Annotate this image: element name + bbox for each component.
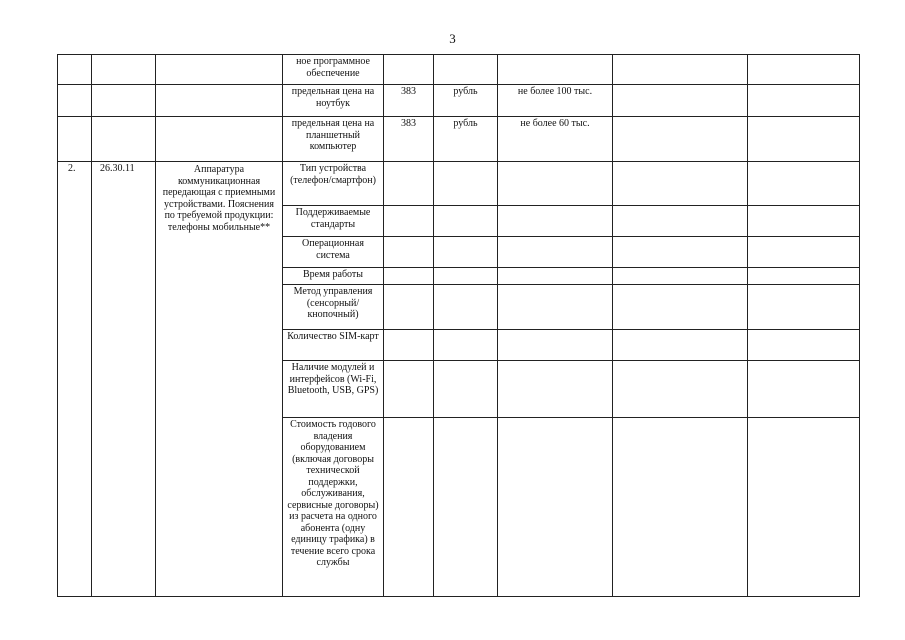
table-row [58,162,860,206]
cell-characteristic: Тип устройства (телефон/смартфон) [283,162,384,206]
cell-extra [748,330,860,361]
cell-unit-name [434,55,498,85]
cell-extra [748,162,860,206]
cell-number [58,55,92,85]
cell-extra [748,85,860,117]
cell-okpd: 26.30.11 [92,162,156,597]
cell-unit-code: 383 [384,85,434,117]
cell-value [498,237,613,268]
table-row [58,85,860,117]
cell-unit-name [434,268,498,285]
cell-unit-name: рубль [434,117,498,162]
cell-okpd [92,85,156,117]
table-row [58,117,860,162]
cell-unit-name [434,206,498,237]
cell-extra [613,285,748,330]
cell-name [156,85,283,117]
cell-unit-code: 383 [384,117,434,162]
cell-number: 2. [58,162,92,597]
cell-value [498,285,613,330]
cell-unit-name [434,162,498,206]
cell-unit-name [434,330,498,361]
cell-extra [748,418,860,597]
cell-unit-name [434,285,498,330]
cell-unit-code [384,55,434,85]
cell-extra [613,206,748,237]
cell-unit-code [384,361,434,418]
cell-extra [748,117,860,162]
cell-extra [613,55,748,85]
cell-unit-name [434,237,498,268]
cell-unit-code [384,418,434,597]
cell-unit-name [434,361,498,418]
cell-extra [613,361,748,418]
cell-extra [748,237,860,268]
cell-value [498,268,613,285]
cell-value [498,330,613,361]
page-number: 3 [449,31,456,46]
cell-unit-code [384,268,434,285]
cell-value [498,55,613,85]
cell-characteristic: Операционная система [283,237,384,268]
cell-okpd [92,55,156,85]
cell-value: не более 100 тыс. [498,85,613,117]
cell-unit-code [384,285,434,330]
cell-name [156,55,283,85]
table-row [58,55,860,85]
cell-unit-code [384,237,434,268]
cell-number [58,117,92,162]
cell-unit-name [434,418,498,597]
cell-extra [613,117,748,162]
cell-unit-name: рубль [434,85,498,117]
cell-characteristic: Стоимость годового владения оборудованием (включая договоры технической поддержки, обслуживания, сервисные договоры) из расчета на одного абонента (одну единицу трафика) в течение всего срока службы [283,418,384,597]
cell-characteristic: ное программное обеспечение [283,55,384,85]
cell-value [498,162,613,206]
cell-unit-code [384,330,434,361]
cell-extra [613,418,748,597]
cell-characteristic: Поддерживаемые стандарты [283,206,384,237]
cell-characteristic: Время работы [283,268,384,285]
cell-okpd [92,117,156,162]
cell-name: Аппаратура коммуникационная передающая с приемными устройствами. Пояснения по требуемой продукции: телефоны мобильные** [156,162,283,597]
cell-characteristic: Наличие модулей и интерфейсов (Wi-Fi, Bluetooth, USB, GPS) [283,361,384,418]
cell-extra [613,330,748,361]
cell-extra [748,268,860,285]
cell-extra [748,361,860,418]
cell-unit-code [384,206,434,237]
cell-name [156,117,283,162]
cell-number [58,85,92,117]
cell-value [498,206,613,237]
cell-value [498,361,613,418]
requirements-table [57,54,860,597]
cell-characteristic: Метод управления (сенсорный/кнопочный) [283,285,384,330]
cell-characteristic: предельная цена на планшетный компьютер [283,117,384,162]
cell-extra [613,85,748,117]
cell-extra [748,55,860,85]
cell-characteristic: предельная цена на ноутбук [283,85,384,117]
cell-extra [613,162,748,206]
cell-extra [748,206,860,237]
cell-unit-code [384,162,434,206]
cell-value: не более 60 тыс. [498,117,613,162]
cell-extra [613,268,748,285]
cell-characteristic: Количество SIM-карт [283,330,384,361]
cell-value [498,418,613,597]
cell-extra [613,237,748,268]
cell-extra [748,285,860,330]
